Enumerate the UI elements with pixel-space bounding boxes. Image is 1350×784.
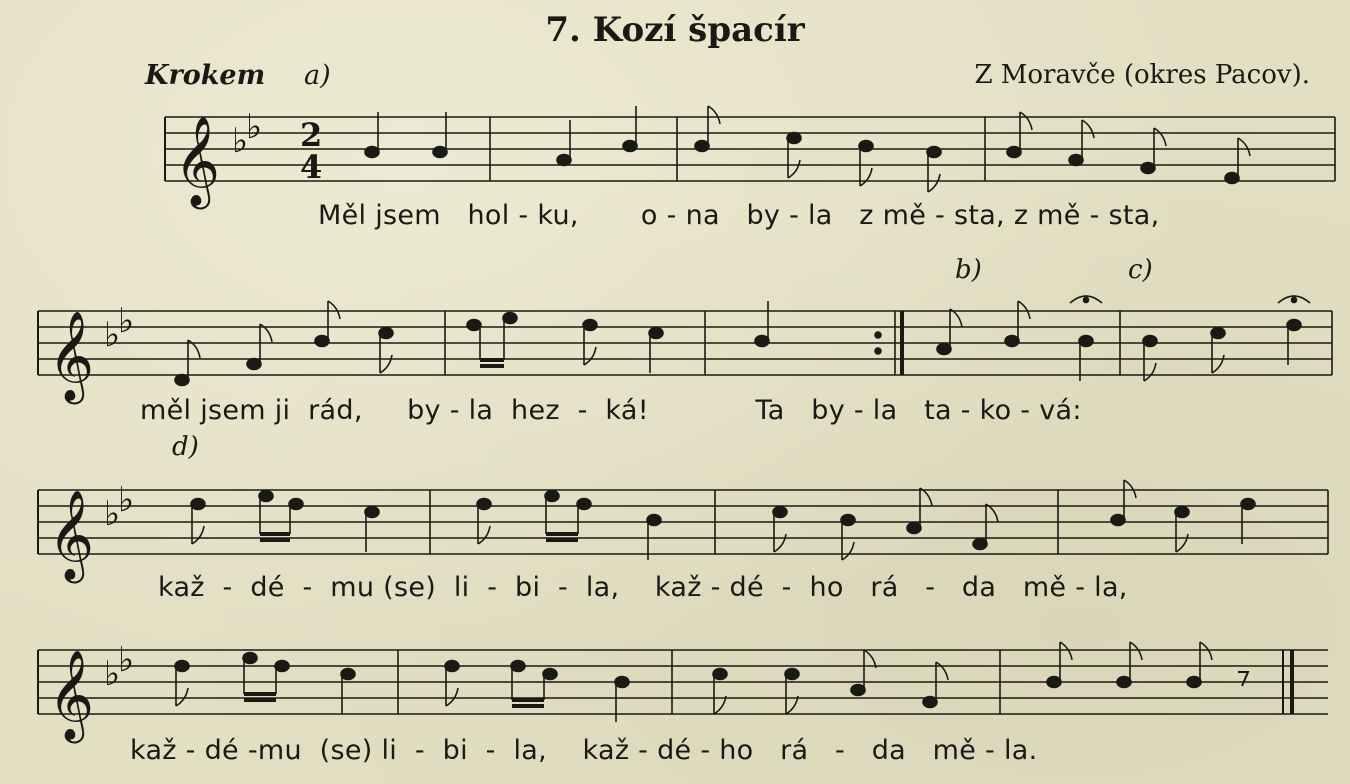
- flat-icon: ♭: [118, 480, 135, 520]
- time-signature-top: 2: [300, 116, 323, 154]
- flat-icon: ♭: [232, 121, 249, 161]
- treble-clef-icon: 𝄞: [174, 116, 221, 206]
- time-signature-bottom: 4: [300, 148, 323, 186]
- flat-icon: ♭: [246, 107, 263, 147]
- variant-marker-b: b): [955, 255, 982, 285]
- origin-note: Z Moravče (okres Pacov).: [974, 60, 1310, 90]
- lyrics-line-1: Měl jsem hol - ku, o - na by - la z mě - sta, z mě - sta,: [318, 200, 1160, 231]
- treble-clef-icon: 𝄞: [48, 490, 95, 580]
- song-title: 7. Kozí špacír: [545, 10, 805, 50]
- tempo-marking: Krokem: [145, 60, 266, 91]
- flat-icon: ♭: [118, 301, 135, 341]
- treble-clef-icon: 𝄞: [48, 311, 95, 401]
- variant-marker-d: d): [172, 432, 199, 462]
- flat-icon: ♭: [104, 315, 121, 355]
- staff-system-3: [38, 490, 1328, 554]
- variant-marker-a: a): [304, 60, 331, 91]
- lyrics-line-2: měl jsem ji rád, by - la hez - ká! Ta by - la ta - ko - vá:: [140, 395, 1082, 426]
- staff-system-1: [165, 117, 1335, 181]
- lyrics-line-4: kaž - dé -mu (se) li - bi - la, kaž - dé - ho rá - da mě - la.: [130, 735, 1038, 766]
- lyrics-line-3: kaž - dé - mu (se) li - bi - la, kaž - dé - ho rá - da mě - la,: [158, 572, 1128, 603]
- flat-icon: ♭: [104, 654, 121, 694]
- flat-icon: ♭: [104, 494, 121, 534]
- variant-marker-c: c): [1128, 255, 1153, 285]
- treble-clef-icon: 𝄞: [48, 650, 95, 740]
- flat-icon: ♭: [118, 640, 135, 680]
- staff-system-2: [38, 311, 1332, 375]
- staff-system-4: [38, 650, 1328, 714]
